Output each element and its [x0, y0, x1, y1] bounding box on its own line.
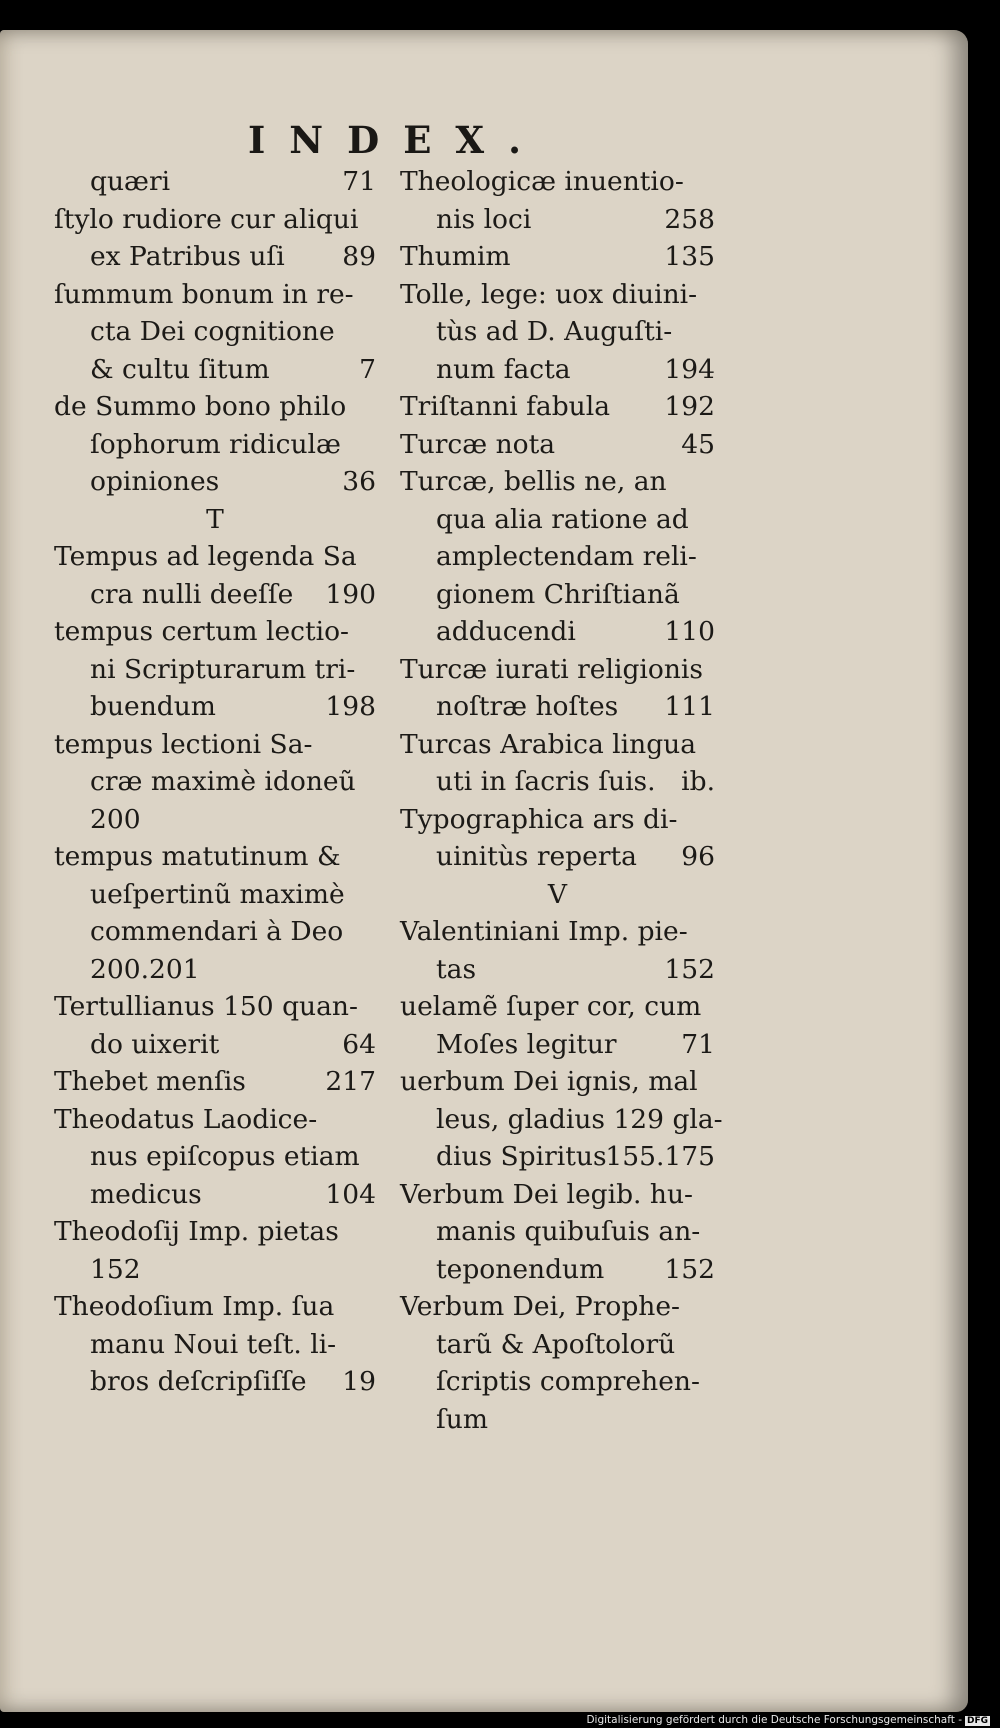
index-entry-line: [54, 1176, 376, 1214]
index-entry-line: [400, 238, 715, 276]
entry-text: tùs ad D. Auguſti-: [436, 316, 673, 347]
entry-text: manu Noui teſt. li-: [90, 1328, 337, 1360]
index-entry-line: [400, 1176, 715, 1214]
index-entry-line: [54, 1138, 376, 1176]
index-entry-line: [400, 1026, 715, 1064]
entry-page-number: 96: [681, 841, 715, 872]
entry-text: nis loci: [436, 203, 532, 235]
entry-text: opiniones: [90, 466, 220, 497]
index-entry-line: [54, 313, 376, 351]
index-entry-line: [400, 538, 715, 576]
entry-text: teponendum: [436, 1253, 605, 1285]
index-entry-line: [54, 988, 376, 1026]
entry-page-number: 198: [325, 691, 376, 722]
entry-text: Turcas Arabica lingua: [400, 728, 697, 760]
entry-page-number: 19: [342, 1366, 376, 1397]
entry-text: T: [206, 503, 224, 535]
entry-text: commendari à Deo: [90, 916, 344, 947]
entry-page-number: 190: [325, 578, 376, 610]
index-entry-line: [54, 913, 376, 951]
entry-page-number: 258: [664, 203, 715, 235]
index-column-right: [400, 163, 723, 1438]
index-entry-line: [400, 1251, 715, 1289]
entry-text: cræ maximè idoneũ: [90, 766, 356, 797]
index-entry-line: [54, 763, 376, 801]
index-entry-line: [400, 988, 715, 1026]
entry-text: amplectendam reli-: [436, 541, 697, 572]
index-entry-line: [400, 1138, 715, 1176]
entry-text: Valentiniani Imp. pie-: [400, 916, 688, 947]
entry-text: tempus matutinum &: [54, 841, 341, 872]
entry-page-number: 45: [681, 428, 715, 460]
entry-page-number: 89: [342, 241, 376, 272]
entry-page-number: 194: [664, 353, 715, 385]
index-entry-line: [54, 838, 376, 876]
entry-text: uerbum Dei ignis, mal: [400, 1066, 698, 1097]
entry-text: Turcæ nota: [400, 428, 556, 460]
index-entry-line: [400, 351, 715, 389]
index-entry-line: [400, 463, 715, 501]
page-header-title: INDEX.: [248, 118, 546, 162]
index-entry-line: [400, 1288, 715, 1326]
index-entry-line: [400, 501, 715, 539]
entry-text: uinitùs reperta: [436, 841, 637, 872]
entry-page-number: 64: [342, 1028, 376, 1060]
entry-text: ni Scripturarum tri-: [90, 653, 356, 685]
index-entry-line: [54, 1363, 376, 1401]
entry-text: V: [547, 878, 568, 910]
entry-text: ſophorum ridiculæ: [90, 428, 341, 460]
index-entry-line: [54, 163, 376, 201]
index-entry-line: [400, 163, 715, 201]
entry-text: quæri: [90, 166, 171, 197]
entry-page-number: 104: [325, 1178, 376, 1210]
entry-page-number: 111: [664, 691, 715, 722]
index-entry-line: [54, 1063, 376, 1101]
entry-page-number: 152: [664, 1253, 715, 1285]
index-entry-line: [54, 1251, 376, 1289]
entry-text: nus epiſcopus etiam: [90, 1141, 360, 1172]
index-entry-line: [400, 426, 715, 464]
index-entry-line: [54, 613, 376, 651]
index-entry-line: [400, 1326, 715, 1364]
credit-text: Digitalisierung gefördert durch die Deutsche Forschungsgemeinschaft -: [586, 1714, 962, 1726]
entry-text: medicus: [90, 1178, 202, 1210]
entry-text: tas: [436, 953, 477, 985]
entry-text: Theodatus Laodice-: [54, 1103, 318, 1135]
index-entry-line: [400, 801, 715, 839]
index-entry-line: [400, 763, 715, 801]
entry-text: uti in ſacris ſuis.: [436, 766, 656, 797]
index-entry-line: [54, 276, 376, 314]
index-entry-line: [400, 913, 715, 951]
entry-text: cra nulli deeſſe: [90, 578, 294, 610]
index-entry-line: [54, 651, 376, 689]
index-entry-line: [400, 726, 715, 764]
entry-page-number: ib.: [681, 766, 715, 797]
entry-text: Typographica ars di-: [400, 803, 678, 835]
index-entry-line: [54, 351, 376, 389]
index-entry-line: [54, 876, 376, 914]
entry-text: 152: [90, 1253, 141, 1285]
entry-text: Turcæ iurati religionis: [400, 653, 703, 685]
entry-page-number: 71: [681, 1028, 715, 1060]
entry-text: adducendi: [436, 616, 576, 647]
entry-text: uelamẽ ſuper cor, cum: [400, 991, 702, 1022]
section-letter: [54, 501, 376, 539]
entry-text: Tertullianus 150 quan-: [54, 991, 358, 1022]
entry-text: noſtræ hoſtes: [436, 691, 619, 722]
index-entry-line: [54, 388, 376, 426]
entry-text: ſcriptis comprehen-: [436, 1366, 700, 1397]
entry-page-number: 135: [664, 241, 715, 272]
entry-text: ueſpertinũ maximè: [90, 878, 345, 910]
entry-text: ſummum bonum in re-: [54, 278, 354, 310]
entry-text: Tolle, lege: uox diuini-: [400, 278, 698, 310]
entry-text: 200: [90, 803, 141, 835]
index-entry-line: [400, 388, 715, 426]
index-entry-line: [400, 1063, 715, 1101]
section-letter: [400, 876, 715, 914]
entry-text: do uixerit: [90, 1028, 220, 1060]
index-entry-line: [54, 238, 376, 276]
index-entry-line: [400, 651, 715, 689]
index-entry-line: [54, 1213, 376, 1251]
index-column-left: [54, 163, 376, 1401]
entry-page-number: 7: [359, 353, 376, 385]
index-entry-line: [54, 951, 376, 989]
entry-page-number: 110: [664, 616, 715, 647]
index-entry-line: [400, 276, 715, 314]
index-entry-line: [400, 1213, 715, 1251]
entry-text: num facta: [436, 353, 571, 385]
entry-text: de Summo bono philo: [54, 391, 347, 422]
entry-page-number: 36: [342, 466, 376, 497]
entry-text: cta Dei cognitione: [90, 316, 335, 347]
entry-text: tempus certum lectio-: [54, 616, 350, 647]
index-entry-line: [400, 313, 715, 351]
entry-page-number: 152: [664, 953, 715, 985]
entry-text: Theodoſium Imp. ſua: [54, 1291, 335, 1322]
entry-text: Theologicæ inuentio-: [400, 166, 684, 197]
index-entry-line: [400, 576, 715, 614]
entry-text: buendum: [90, 691, 216, 722]
index-entry-line: [400, 1101, 723, 1139]
entry-text: ſtylo rudiore cur aliqui: [54, 203, 359, 235]
index-entry-line: [400, 838, 715, 876]
entry-text: Triſtanni fabula: [400, 391, 611, 422]
digitization-credit: [0, 1714, 990, 1726]
index-entry-line: [54, 463, 376, 501]
index-entry-line: [400, 1363, 715, 1401]
index-entry-line: [400, 951, 715, 989]
entry-text: bros deſcripſiſſe: [90, 1366, 307, 1397]
entry-text: ex Patribus uſi: [90, 241, 285, 272]
index-entry-line: [400, 1401, 715, 1439]
dfg-logo: DFG: [966, 1716, 988, 1726]
entry-text: Tempus ad legenda Sa: [54, 541, 357, 572]
entry-text: 200.201: [90, 953, 200, 985]
index-entry-line: [54, 1326, 376, 1364]
entry-page-number: 217: [325, 1066, 376, 1097]
entry-text: Turcæ, bellis ne, an: [400, 466, 667, 497]
index-entry-line: [54, 538, 376, 576]
index-entry-line: [54, 426, 376, 464]
entry-text: Theodoſij Imp. pietas: [54, 1216, 339, 1247]
entry-text: qua alia ratione ad: [436, 503, 689, 535]
index-entry-line: [54, 201, 376, 239]
index-entry-line: [54, 1026, 376, 1064]
entry-page-number: 192: [664, 391, 715, 422]
index-entry-line: [54, 801, 376, 839]
index-entry-line: [54, 1101, 376, 1139]
entry-text: manis quibuſuis an-: [436, 1216, 701, 1247]
entry-text: tarũ & Apoſtolorũ: [436, 1328, 676, 1360]
index-entry-line: [54, 1288, 376, 1326]
entry-text: Thebet menſis: [54, 1066, 246, 1097]
entry-text: leus, gladius 129 gla-: [436, 1103, 723, 1135]
index-entry-line: [54, 576, 376, 614]
entry-text: gionem Chriſtianã: [436, 578, 680, 610]
index-entry-line: [400, 688, 715, 726]
entry-text: Verbum Dei legib. hu-: [400, 1178, 693, 1210]
index-entry-line: [54, 688, 376, 726]
index-entry-line: [54, 726, 376, 764]
index-entry-line: [400, 201, 715, 239]
index-entry-line: [400, 613, 715, 651]
entry-page-number: 155.175: [605, 1141, 715, 1172]
entry-text: Thumim: [400, 241, 511, 272]
entry-text: tempus lectioni Sa-: [54, 728, 313, 760]
entry-text: ſum: [436, 1403, 489, 1435]
entry-text: Verbum Dei, Prophe-: [400, 1291, 681, 1322]
entry-text: & cultu ſitum: [90, 353, 270, 385]
entry-page-number: 71: [342, 166, 376, 197]
entry-text: dius Spiritus: [436, 1141, 607, 1172]
entry-text: Moſes legitur: [436, 1028, 617, 1060]
